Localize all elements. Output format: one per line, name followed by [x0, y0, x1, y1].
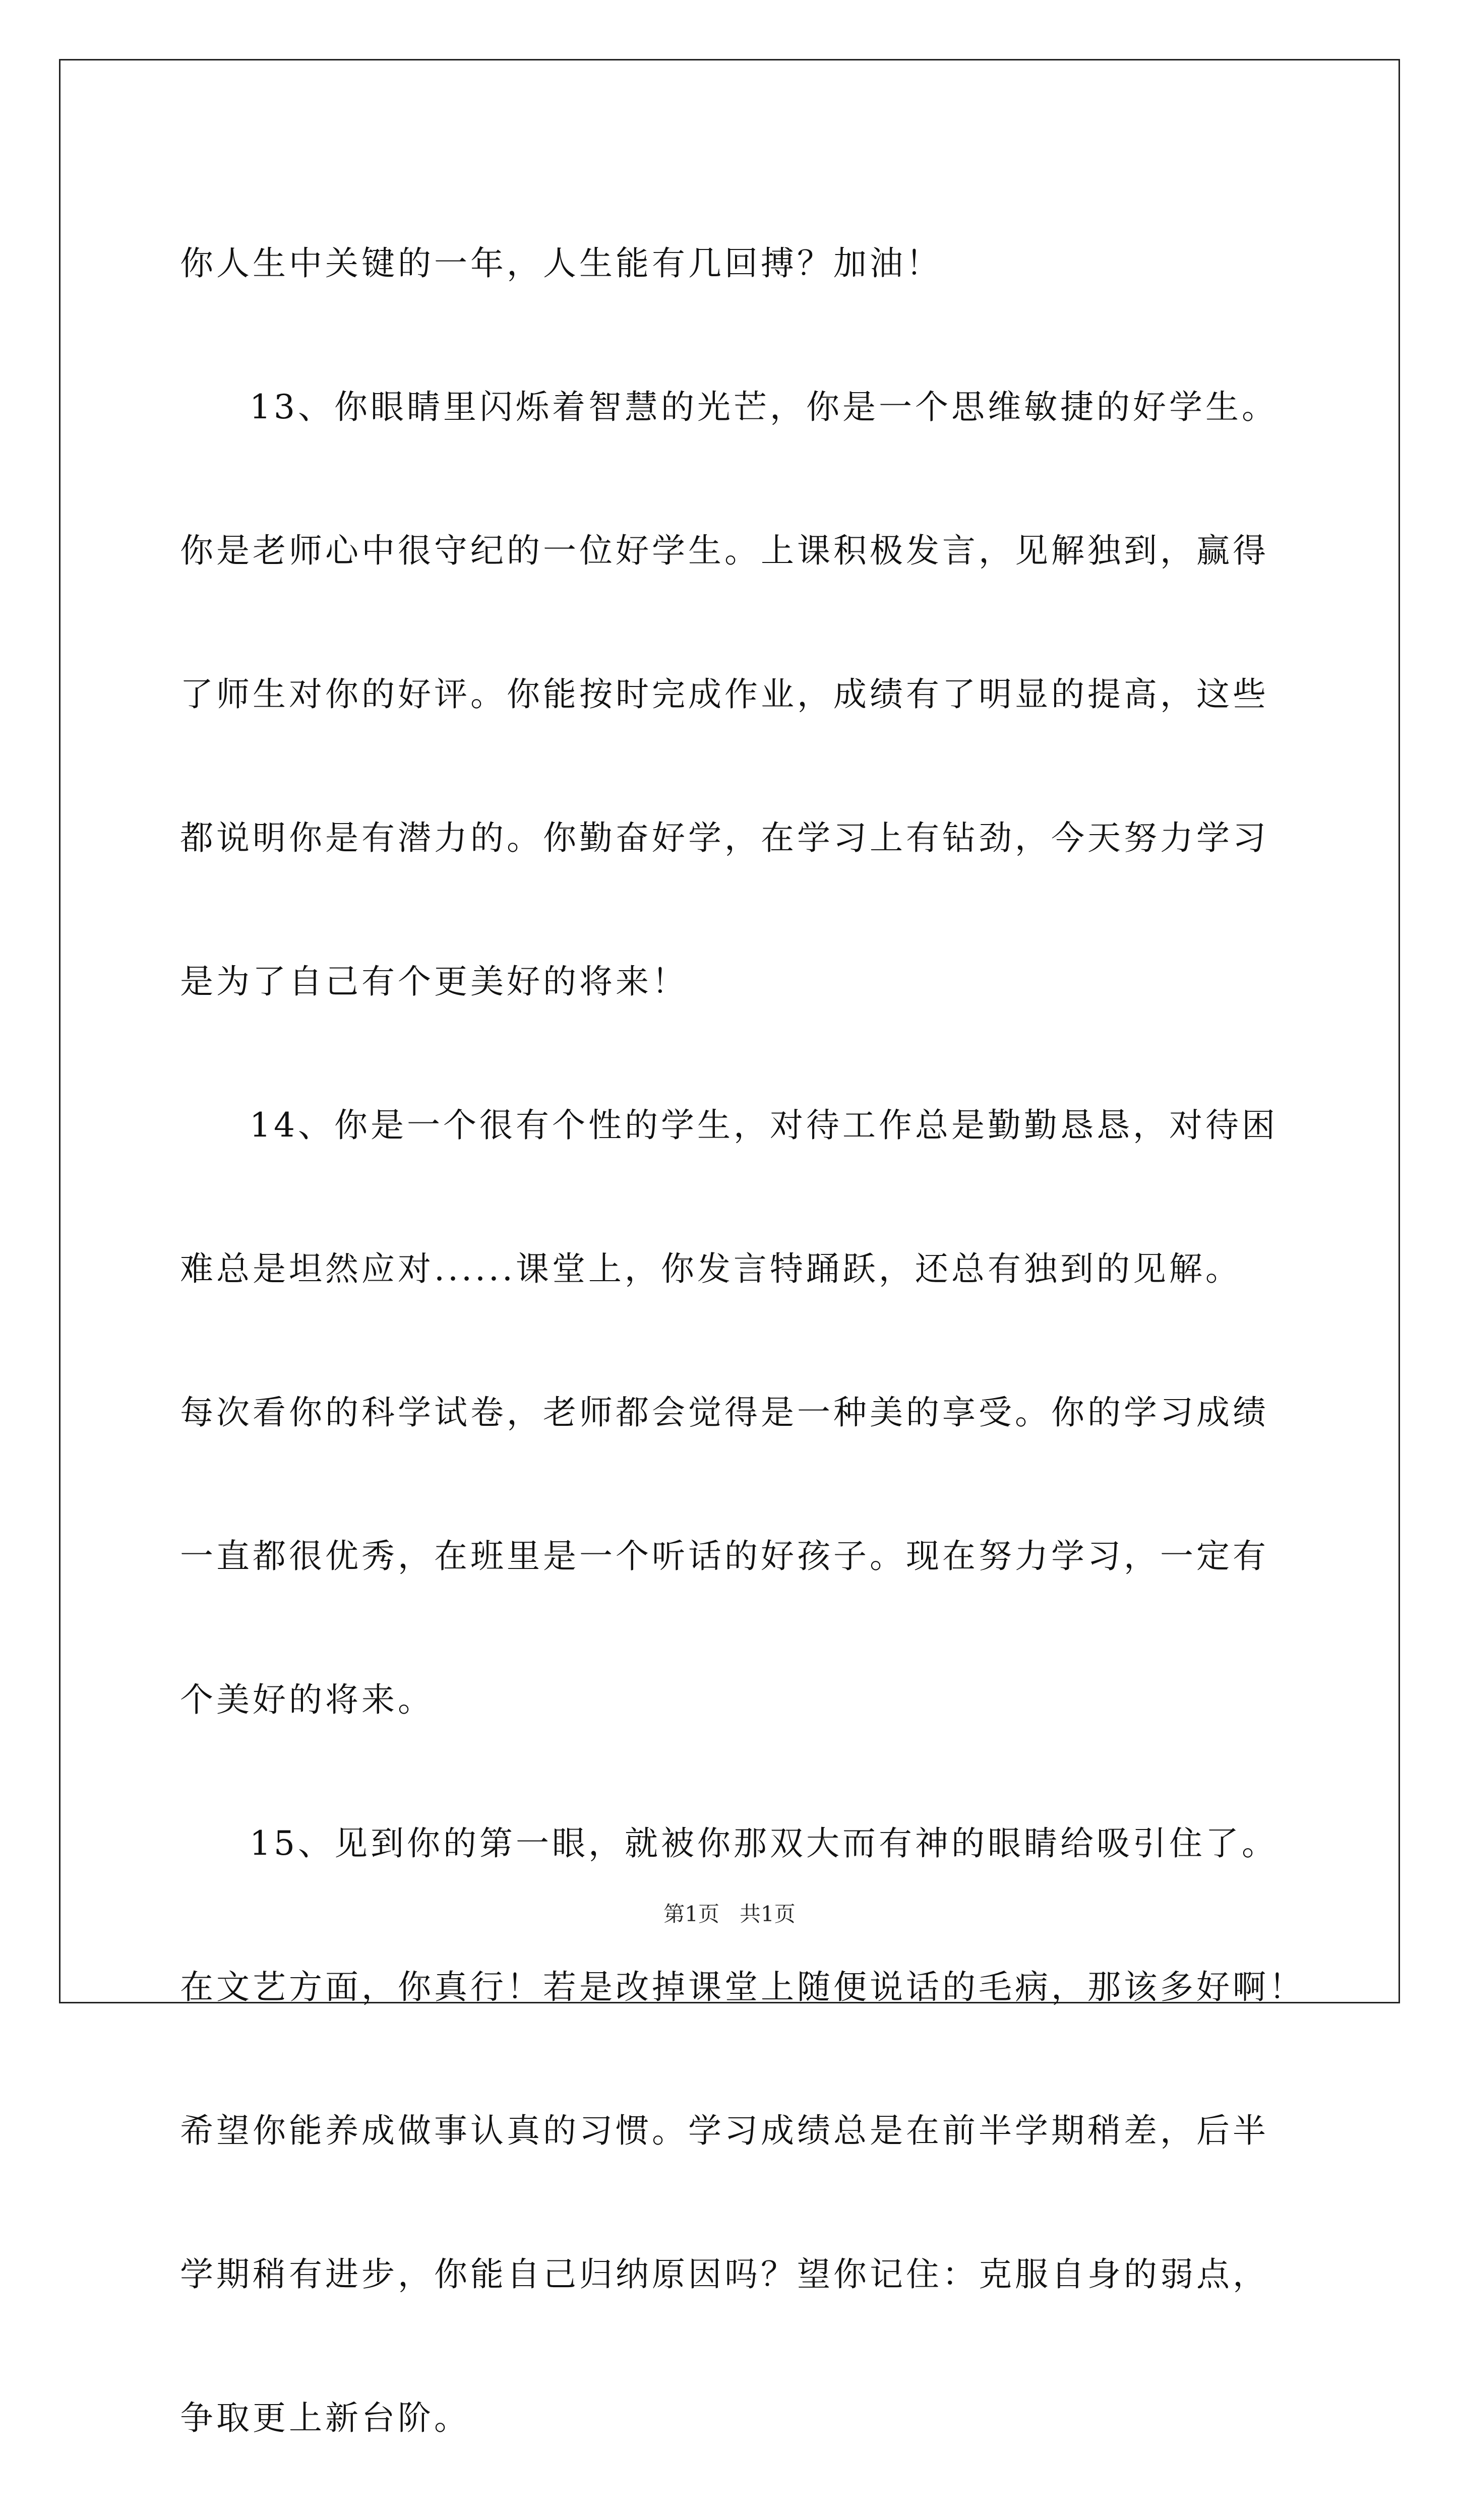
text-line: 学期稍有进步，你能自己归纳原因吗？望你记住：克服自身的弱点，	[180, 2255, 1269, 2294]
text-line: 每次看你的科学试卷，老师都会觉得是一种美的享受。你的学习成绩	[180, 1393, 1269, 1432]
text-line: 你人生中关键的一年，人生能有几回搏？加油！	[180, 244, 942, 283]
text-line: 都说明你是有潜力的。你勤奋好学，在学习上有钻劲，今天努力学习	[180, 818, 1269, 857]
text-line: 是为了自己有个更美好的将来！	[180, 962, 688, 1001]
text-line: 难总是坦然应对......课堂上，你发言特踊跃，还总有独到的见解。	[180, 1249, 1242, 1288]
text-line	[180, 2490, 1319, 2520]
text-line: 在文艺方面，你真行！若是改掉课堂上随便说话的毛病，那该多好啊！	[180, 1968, 1305, 2006]
text-line: 争取更上新台阶。	[180, 2399, 470, 2437]
text-line: 15、见到你的第一眼，就被你那双大而有神的眼睛给吸引住了。	[250, 1824, 1278, 1863]
text-line: 一直都很优秀，在班里是一个听话的好孩子。现在努力学习，一定有	[180, 1537, 1269, 1576]
total-pages: 共1页	[740, 1902, 796, 1926]
text-line: 14、你是一个很有个性的学生，对待工作总是勤勤恳恳，对待困	[250, 1106, 1278, 1145]
text-line: 了师生对你的好评。你能按时完成作业，成绩有了明显的提高，这些	[180, 675, 1269, 714]
page-number: 第1页	[663, 1902, 719, 1926]
page-footer	[0, 1898, 1459, 1928]
text-line: 你是老师心中很守纪的一位好学生。上课积极发言，见解独到，赢得	[180, 531, 1269, 570]
document-body	[180, 192, 1319, 2520]
text-line: 个美好的将来。	[180, 1680, 434, 1719]
text-line: 希望你能养成做事认真的习惯。学习成绩总是在前半学期稍差，后半	[180, 2111, 1269, 2150]
text-line: 13、你眼睛里闪烁着智慧的光芒，你是一个思维敏捷的好学生。	[250, 388, 1278, 426]
